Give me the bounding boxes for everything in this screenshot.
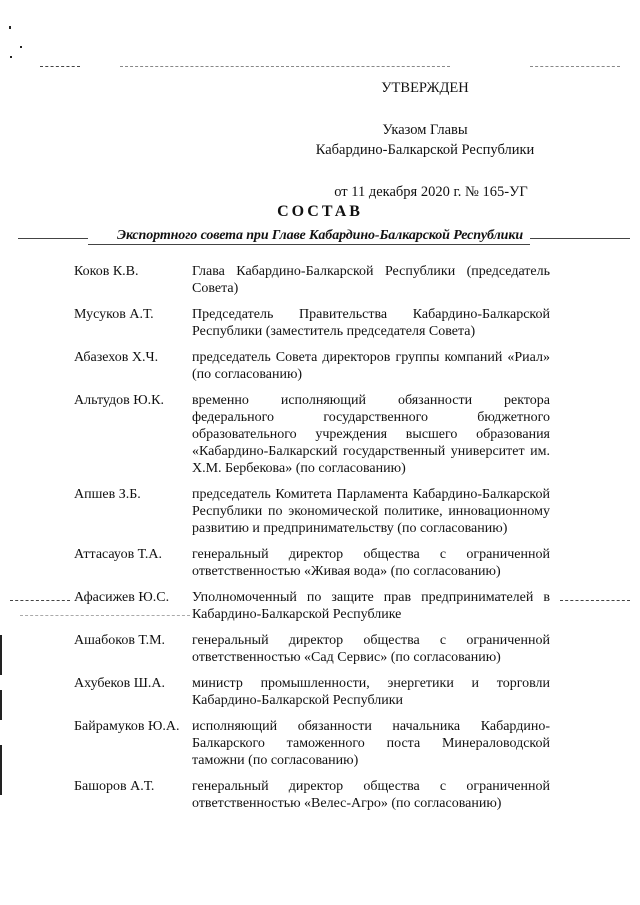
member-name: Ашабоков Т.М.: [74, 633, 166, 648]
scan-edge-mark: [0, 635, 2, 675]
scan-line-top: [530, 66, 620, 67]
member-name: Афасижев Ю.С.: [74, 590, 170, 605]
scan-edge-mark: [0, 690, 2, 720]
scan-line-top: [40, 66, 80, 67]
member-row: [74, 263, 550, 297]
member-position: Уполномоченный по защите прав предпринимателей в Кабардино-Балкарской Республике: [192, 590, 550, 622]
decree-date: от 11 декабря 2020 г. № 165-УГ: [334, 184, 528, 200]
member-name: Ахубеков Ш.А.: [74, 676, 165, 691]
member-name: Мусуков А.Т.: [74, 307, 154, 322]
member-name: Башоров А.Т.: [74, 779, 155, 794]
member-name: Абазехов Х.Ч.: [74, 350, 159, 365]
member-row: [74, 589, 550, 623]
scan-line-top: [120, 66, 450, 67]
members-list: [74, 263, 550, 812]
member-name: Байрамуков Ю.А.: [74, 719, 180, 734]
document-title: СОСТАВ: [277, 203, 363, 220]
member-position: председатель Совета директоров группы компаний «Риал» (по согласованию): [192, 350, 550, 382]
approval-block: [300, 78, 550, 202]
member-position: министр промышленности, энергетики и торговли Кабардино-Балкарской Республики: [192, 676, 550, 708]
member-position: генеральный директор общества с ограниченной ответственностью «Сад Сервис» (по согласованию): [192, 633, 550, 665]
member-position: временно исполняющий обязанности ректора федерального государственного бюджетного образовательного учреждения высшего образования «Кабардино-Балкарский государственный университет им. Х.М. Бербекова» (по согласованию): [192, 393, 550, 476]
document-subtitle: Экспортного совета при Главе Кабардино-Балкарской Республики: [116, 228, 524, 243]
member-position: Председатель Правительства Кабардино-Балкарской Республики (заместитель председателя Совета): [192, 307, 550, 339]
member-position: генеральный директор общества с ограниченной ответственностью «Велес-Агро» (по согласованию): [192, 779, 550, 811]
republic-line: Кабардино-Балкарской Республики: [315, 142, 535, 158]
title-underline: [88, 244, 530, 245]
scan-line-mid: [560, 600, 630, 601]
member-position: председатель Комитета Парламента Кабардино-Балкарской Республики по экономической политике, инновационному развитию и предпринимательству (по согласованию): [192, 487, 550, 536]
member-name: Альтудов Ю.К.: [74, 393, 164, 408]
member-position: исполняющий обязанности начальника Кабардино-Балкарского таможенного поста Минераловодской таможни (по согласованию): [192, 719, 550, 768]
title-underline-right: [530, 238, 630, 239]
member-row: [74, 632, 550, 666]
member-position: Глава Кабардино-Балкарской Республики (председатель Совета): [192, 264, 550, 296]
scan-speck: [10, 56, 12, 58]
member-row: [74, 486, 550, 537]
member-name: Апшев З.Б.: [74, 487, 141, 502]
member-position: генеральный директор общества с ограниченной ответственностью «Живая вода» (по согласованию): [192, 547, 550, 579]
member-name: Аттасауов Т.А.: [74, 547, 162, 562]
member-row: [74, 546, 550, 580]
member-row: [74, 349, 550, 383]
scan-edge-mark: [0, 745, 2, 795]
scan-line-mid: [10, 600, 70, 601]
scan-speck: [9, 26, 11, 29]
scan-speck: [20, 46, 22, 48]
member-row: [74, 306, 550, 340]
member-name: Коков К.В.: [74, 264, 139, 279]
approved-label: УТВЕРЖДЕН: [381, 80, 469, 96]
member-row: [74, 675, 550, 709]
decree-line: Указом Главы: [382, 122, 468, 138]
member-row: [74, 392, 550, 477]
member-row: [74, 778, 550, 812]
member-row: [74, 718, 550, 769]
